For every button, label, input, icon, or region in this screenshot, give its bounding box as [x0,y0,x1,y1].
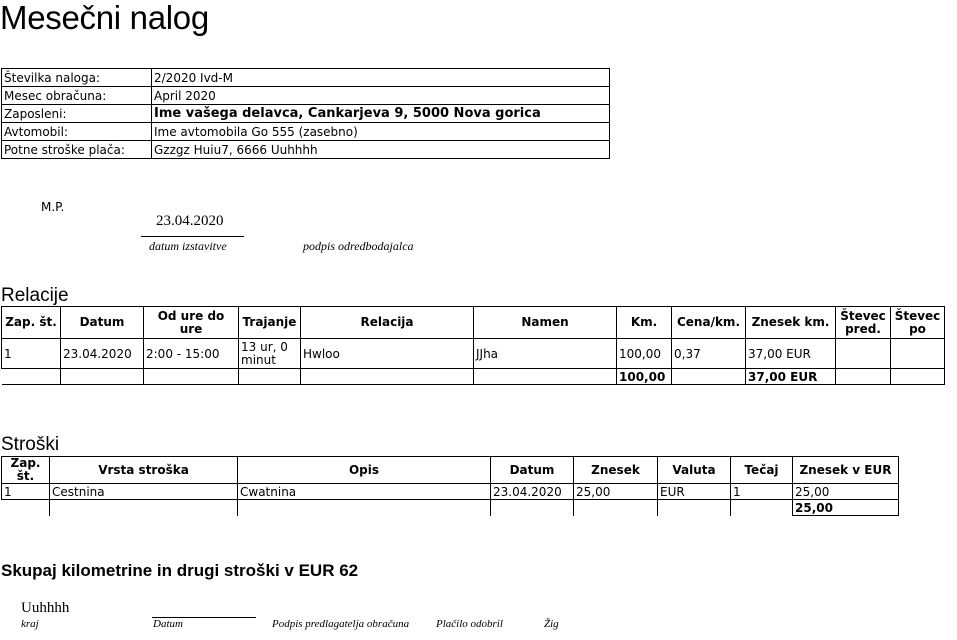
stroski-column-header: Znesek v EUR [793,457,899,484]
relacije-column-header: Trajanje [239,307,301,339]
relacije-column-header: Relacija [301,307,474,339]
info-value: Ime vašega delavca, Cankarjeva 9, 5000 Nova gorica [152,105,610,123]
relacije-column-header: Namen [474,307,617,339]
relacije-cell: 23.04.2020 [61,339,144,369]
stroski-heading: Stroški [1,434,60,455]
relacije-column-header: Km. [617,307,672,339]
issue-date-value: 23.04.2020 [156,213,224,229]
stroski-cell: 1 [2,484,50,500]
empty-cell [658,500,731,516]
empty-cell [2,369,61,385]
relacije-column-header: Zap. št. [2,307,61,339]
relacije-column-header: Od ure do ure [144,307,239,339]
relacije-heading: Relacije [1,285,69,306]
relacije-column-header: Cena/km. [672,307,746,339]
relacije-cell: 0,37 [672,339,746,369]
relacije-cell: Hwloo [301,339,474,369]
page-title: Mesečni nalog [0,0,209,36]
empty-cell [239,369,301,385]
stroski-column-header: Tečaj [731,457,793,484]
empty-cell [61,369,144,385]
relacije-cell: 2:00 - 15:00 [144,339,239,369]
stroski-cell: 1 [731,484,793,500]
info-row [2,141,610,159]
info-value: April 2020 [152,87,610,105]
info-value: Ime avtomobila Go 555 (zasebno) [152,123,610,141]
empty-cell [2,500,50,516]
empty-cell [301,369,474,385]
stamp-mp: M.P. [41,200,65,214]
empty-cell [238,500,491,516]
relacije-cell [836,339,891,369]
info-row [2,87,610,105]
stroski-total: 25,00 [793,500,899,516]
empty-cell [891,369,945,385]
stroski-total-row [2,500,899,516]
table-row [2,339,945,369]
stroski-cell: 25,00 [574,484,658,500]
stroski-cell: 23.04.2020 [491,484,574,500]
info-label: Potne stroške plača: [2,141,152,159]
stroski-column-header: Opis [238,457,491,484]
empty-cell [672,369,746,385]
info-value: Gzzgz Huiu7, 6666 Uuhhhh [152,141,610,159]
date-label: Datum [153,618,183,630]
stroski-column-header: Znesek [574,457,658,484]
empty-cell [491,500,574,516]
info-label: Mesec obračuna: [2,87,152,105]
stroski-column-header: Datum [491,457,574,484]
empty-cell [836,369,891,385]
empty-cell [474,369,617,385]
empty-cell [144,369,239,385]
info-row [2,105,610,123]
stroski-cell: Cestnina [50,484,238,500]
table-row [2,484,899,500]
stroski-cell: 25,00 [793,484,899,500]
stroski-cell: EUR [658,484,731,500]
relacije-column-header: Števec pred. [836,307,891,339]
issue-date-line [141,236,244,237]
empty-cell [574,500,658,516]
relacije-cell: JJha [474,339,617,369]
place-label: kraj [21,618,39,630]
stroski-column-header: Vrsta stroška [50,457,238,484]
relacije-column-header: Števec po [891,307,945,339]
total-km: 100,00 [617,369,672,385]
stroski-cell: Cwatnina [238,484,491,500]
relacije-cell [891,339,945,369]
relacije-total-row [2,369,945,385]
total-km-amount: 37,00 EUR [746,369,836,385]
order-info-table [1,68,610,159]
payment-approved-label: Plačilo odobril [436,618,503,630]
relacije-cell: 37,00 EUR [746,339,836,369]
info-row [2,123,610,141]
relacije-cell: 100,00 [617,339,672,369]
total-summary: Skupaj kilometrine in drugi stroški v EUR 62 [1,561,359,580]
relacije-table [1,306,945,385]
stroski-column-header: Valuta [658,457,731,484]
place-value: Uuhhhh [21,600,70,616]
relacije-column-header: Znesek km. [746,307,836,339]
relacije-column-header: Datum [61,307,144,339]
stroski-table [1,456,899,516]
relacije-cell: 13 ur, 0 minut [239,339,301,369]
info-value: 2/2020 Ivd-M [152,69,610,87]
info-row [2,69,610,87]
info-label: Avtomobil: [2,123,152,141]
issue-date-label: datum izstavitve [149,239,227,253]
relacije-cell: 1 [2,339,61,369]
stroski-column-header: Zap. št. [2,457,50,484]
info-label: Številka naloga: [2,69,152,87]
info-label: Zaposleni: [2,105,152,123]
signature-label: podpis odredbodajalca [303,239,414,253]
stamp-label: Žig [544,618,559,630]
proposer-signature-label: Podpis predlagatelja obračuna [272,618,410,630]
empty-cell [50,500,238,516]
empty-cell [731,500,793,516]
